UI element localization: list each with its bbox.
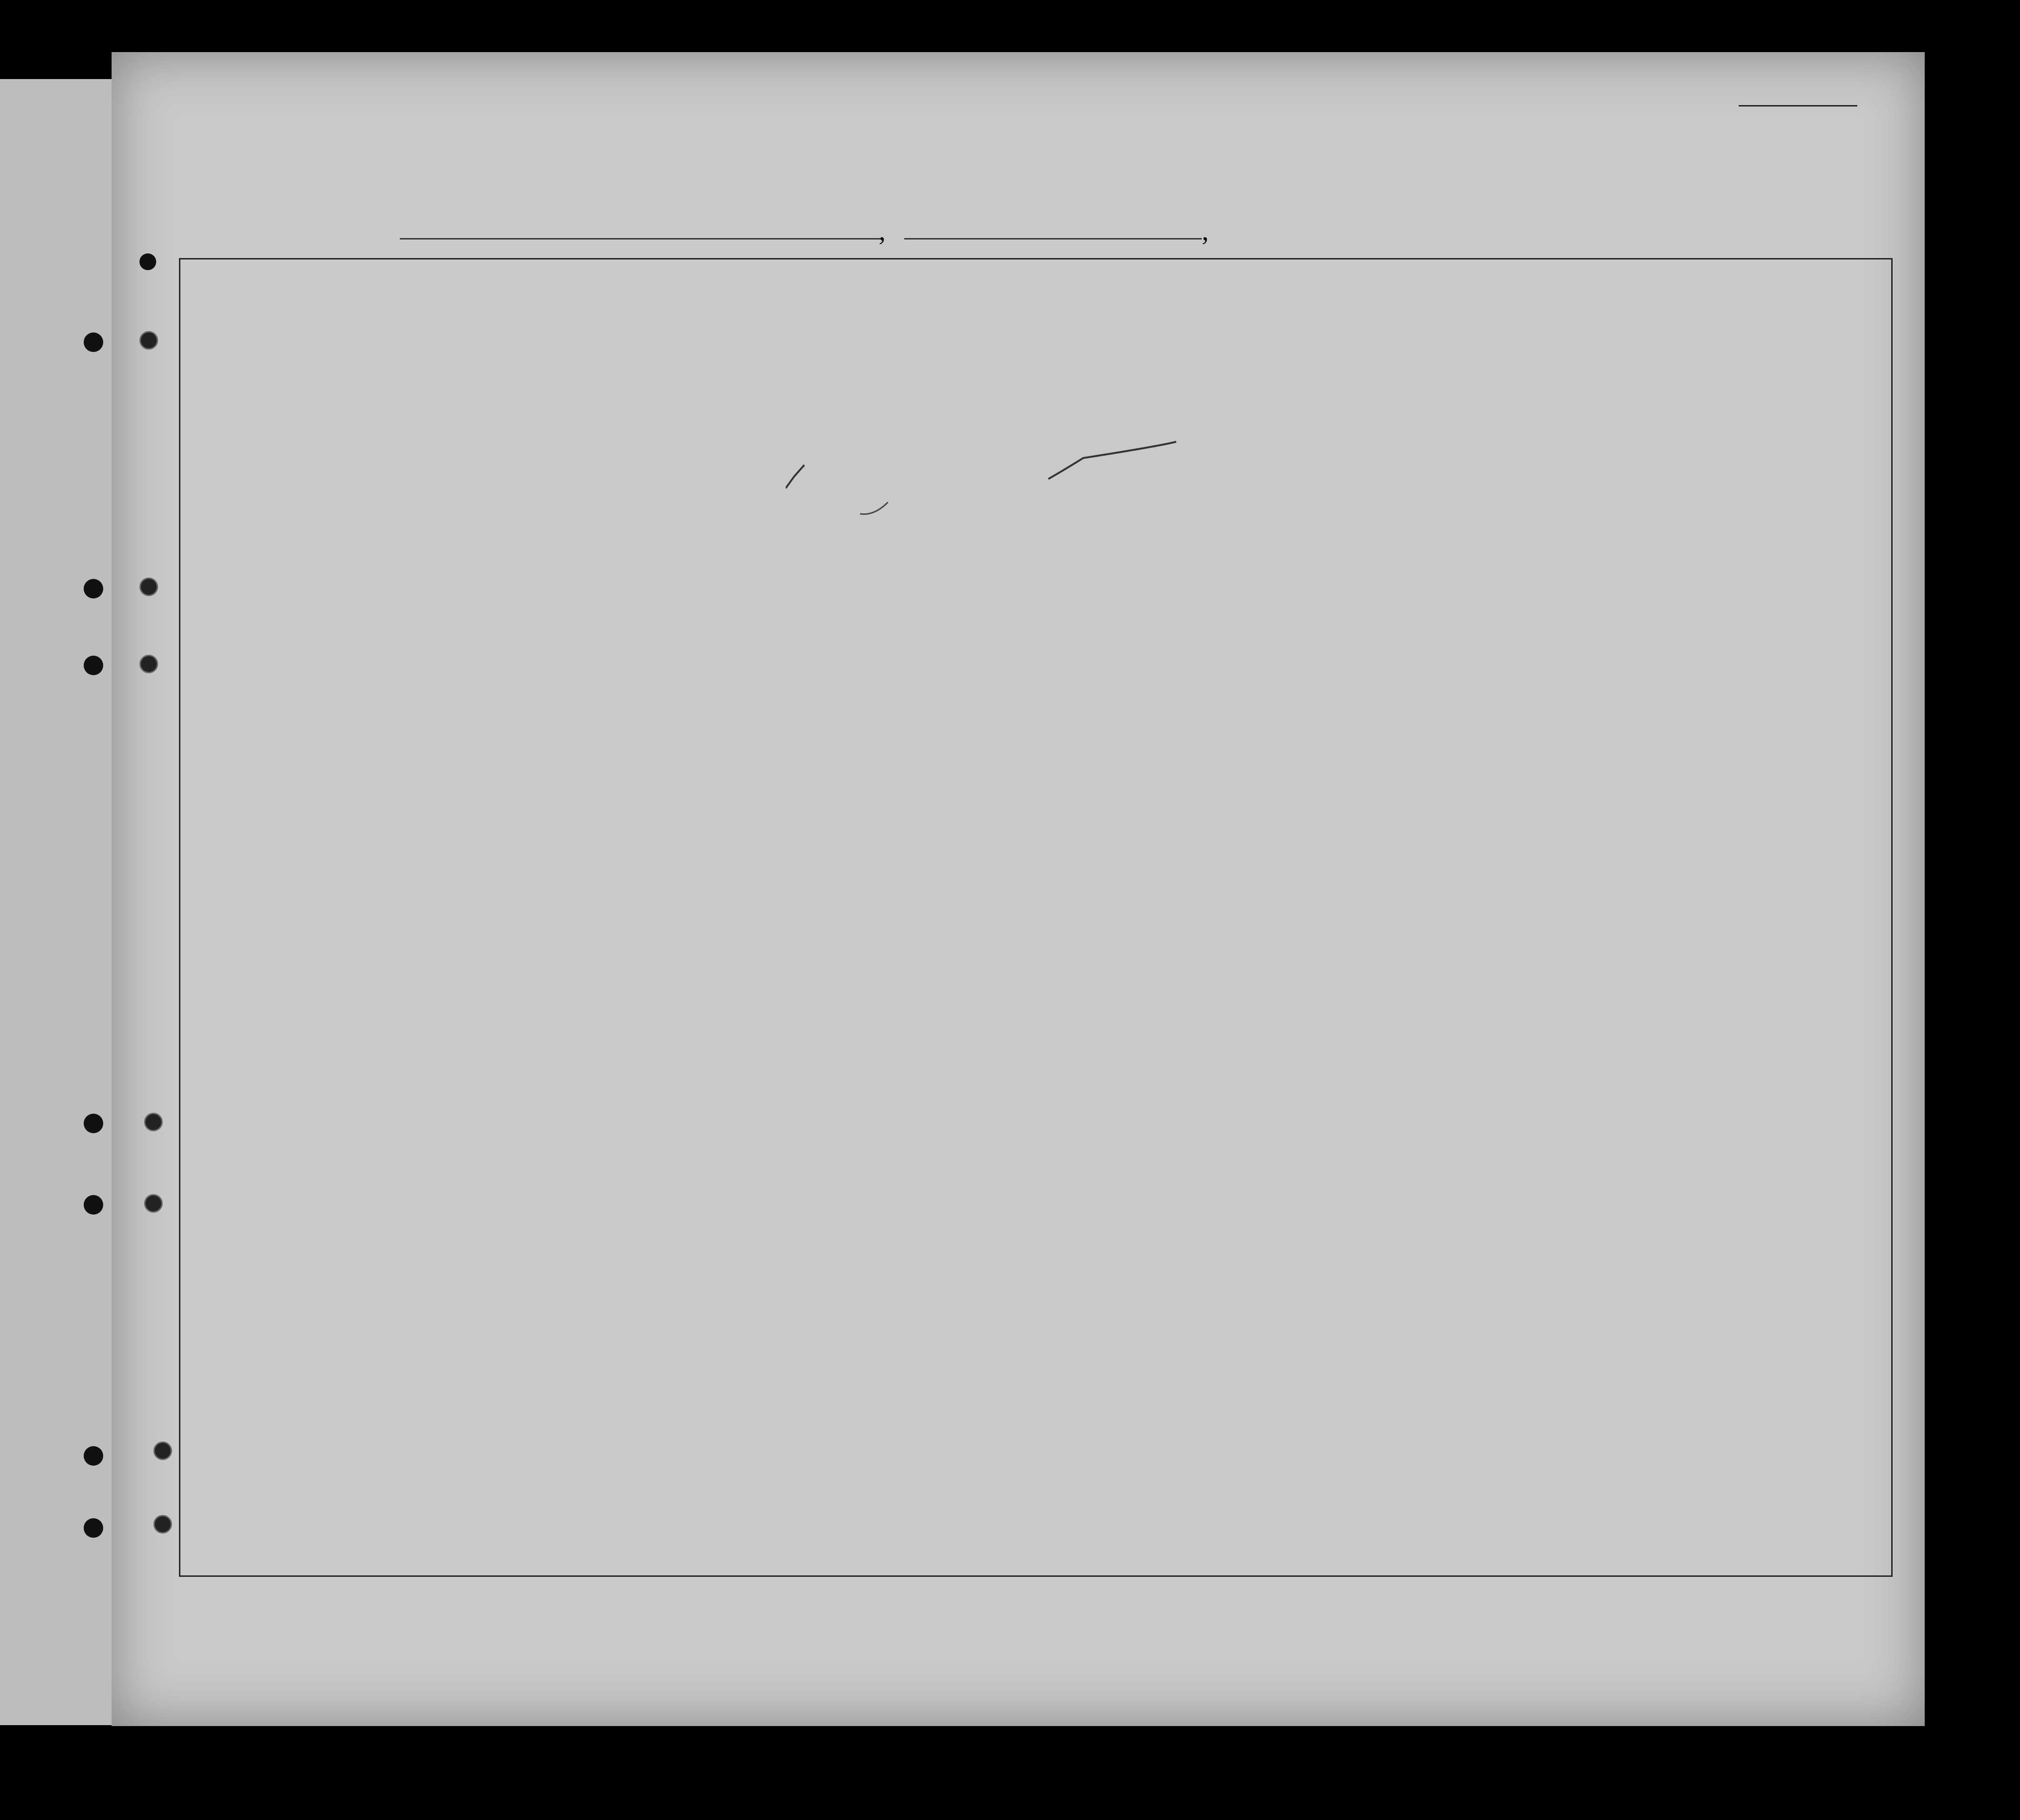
header-ticket: [625, 292, 644, 418]
comma: ,: [1202, 215, 1209, 246]
header-q29: [1418, 298, 1460, 418]
date-line: [904, 238, 1202, 239]
port-line: [400, 238, 883, 239]
comma: ,: [879, 215, 886, 246]
header-anarchist: [1346, 298, 1362, 418]
header-q30: [1462, 298, 1504, 418]
binder-hole: [84, 1518, 103, 1538]
header-q28: [1369, 298, 1413, 418]
binder-hole: [84, 656, 103, 675]
binder-hole: [139, 655, 158, 673]
header-purpose-citizen: [1241, 312, 1281, 417]
binder-hole: [153, 1515, 172, 1534]
statement-text: [174, 167, 1639, 182]
header-feet: [1611, 381, 1629, 418]
binder-hole: [84, 579, 103, 598]
binder-hole: [84, 1114, 103, 1133]
header-possession-50: [744, 292, 762, 418]
header-purpose-length: [1188, 312, 1227, 417]
binder-hole: [84, 1446, 103, 1466]
header-inches: [1632, 381, 1650, 418]
header-prison: [1285, 298, 1318, 418]
binder-hole: [144, 1194, 163, 1213]
binder-hole: [144, 1113, 163, 1131]
binder-hole: [139, 253, 156, 270]
header-polygamist: [1320, 298, 1337, 418]
list-number-line: [1739, 105, 1857, 106]
handwritten-checkmarks: [786, 432, 1269, 525]
adjacent-page-strip: [0, 79, 112, 1725]
binder-hole: [139, 578, 158, 596]
binder-hole: [139, 331, 158, 350]
header-purpose-return: [1141, 312, 1181, 417]
binder-hole: [84, 332, 103, 352]
binder-hole: [84, 1195, 103, 1215]
binder-hole: [153, 1441, 172, 1460]
